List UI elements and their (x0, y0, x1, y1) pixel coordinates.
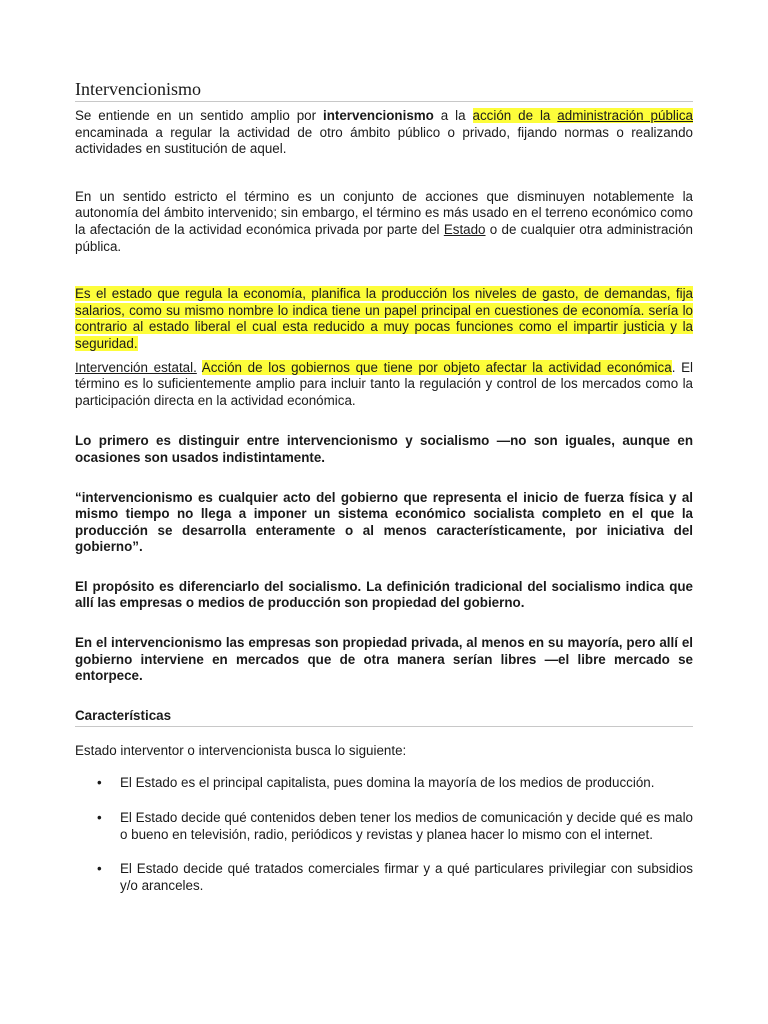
text-run: En un sentido estricto el término es un conjunto de acciones que disminuyen notablemente la autonomía del ámbito intervenido; sin embargo, el término es más usado en el terreno económico como la afectación de la actividad económica privada por parte del (75, 188, 693, 237)
text-run: a la (433, 108, 473, 123)
link-intervencion-estatal[interactable]: Intervención estatal. (75, 359, 197, 375)
paragraph-quote: “intervencionismo es cualquier acto del gobierno que representa el inicio de fuerza física y al mismo tiempo no llega a imponer un sistema económico socialista completo en el que la producción se desarrolla enteramente o al menos característicamente, por iniciativa del gobierno”. (75, 489, 693, 555)
list-item-text: El Estado decide qué tratados comerciales firmar y a qué particulares privilegiar con subsidios y/o aranceles. (120, 861, 693, 893)
paragraph-private-property: En el intervencionismo las empresas son propiedad privada, al menos en su mayoría, pero allí el gobierno interviene en mercados que de otra manera serían libres —el libre mercado se entorpece. (75, 635, 693, 684)
bullet-icon: • (97, 775, 102, 791)
characteristics-list (75, 775, 693, 894)
paragraph-distinguish: Lo primero es distinguir entre intervencionismo y socialismo —no son iguales, aunque en ocasiones son usados indistintamente. (75, 433, 693, 465)
link-administracion-publica[interactable]: administración pública (557, 108, 693, 123)
text-run: encaminada a regular la actividad de otro ámbito público o privado, fijando normas o realizando actividades en sustitución de aquel. (75, 124, 693, 157)
highlighted-text: Acción de los gobiernos que tiene por objeto afectar la actividad económica (201, 359, 672, 375)
text-run: Se entiende en un sentido amplio por (75, 108, 323, 123)
list-item (75, 775, 693, 792)
paragraph-highlighted-state (75, 286, 693, 352)
section-heading-caracteristicas: Características (75, 707, 693, 727)
page-title: Intervencionismo (75, 78, 693, 102)
paragraph-intro: Estado interventor o intervencionista busca lo siguiente: (75, 742, 407, 758)
bullet-icon: • (97, 810, 102, 826)
bold-term: intervencionismo (322, 108, 434, 123)
paragraph-purpose: El propósito es diferenciarlo del socialismo. La definición tradicional del socialismo indica que allí las empresas o medios de producción son propiedad del gobierno. (75, 578, 693, 611)
bullet-icon: • (97, 861, 102, 877)
paragraph-state-intervention (75, 360, 693, 410)
list-item-text: El Estado decide qué contenidos deben tener los medios de comunicación y decide qué es malo o bueno en televisión, radio, periódicos y revistas y planea hacer lo mismo con el internet. (120, 810, 693, 842)
link-estado[interactable]: Estado (443, 221, 486, 237)
text-run: o de cualquier otra administración pública. (75, 221, 693, 254)
highlighted-text: Es el estado que regula la economía, planifica la producción los niveles de gasto, de demandas, fija salarios, como su mismo nombre lo indica tiene un papel principal en cuestiones de economía. sería lo contrario al estado liberal el cual esta reducido a muy pocas funciones como el impartir justicia y la seguridad. (75, 286, 693, 351)
paragraph-strict-sense (75, 189, 693, 255)
list-item-text: El Estado es el principal capitalista, pues domina la mayoría de los medios de producción. (120, 775, 655, 791)
text-run: . El término es lo suficientemente amplio para incluir tanto la regulación y control de los mercados como la participación directa en la actividad económica. (75, 359, 694, 408)
list-item (75, 861, 693, 894)
highlighted-text: acción de la (472, 108, 558, 123)
paragraph-definition (75, 108, 693, 158)
list-item (75, 810, 693, 843)
